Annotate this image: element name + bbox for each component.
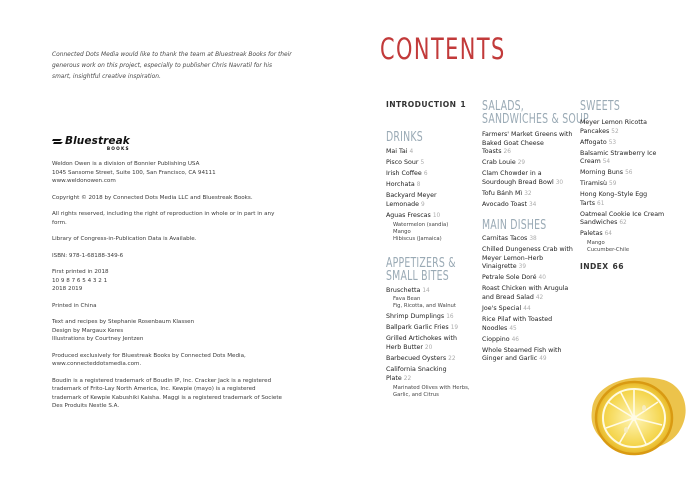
bluestreak-logo — [52, 136, 130, 152]
toc-entry[interactable]: Oatmeal Cookie Ice Cream Sandwiches 62 — [580, 210, 665, 227]
introduction-entry[interactable] — [386, 100, 472, 109]
toc-entry[interactable]: Affogato 53 — [580, 138, 617, 146]
logo-sub: BOOKS — [106, 147, 130, 152]
introduction-page: 1 — [460, 100, 467, 109]
toc-entry[interactable]: Horchata 8 — [386, 180, 421, 188]
lemon-illustration-icon — [584, 370, 694, 458]
toc-entry[interactable]: Pisco Sour 5 — [386, 158, 425, 166]
toc-subentry: Marinated Olives with Herbs, Garlic, and Citrus — [393, 384, 470, 398]
credits-line: Illustrations by Courtney Jentzen — [52, 336, 144, 342]
toc-entry[interactable]: Balsamic Strawberry Ice Cream 54 — [580, 149, 657, 166]
acknowledgement: Connected Dots Media would like to thank the team at Bluestreak Books for their generous work on this project, especially to publisher Chris Navratil for his smart, insightful creative inspiration. — [52, 52, 292, 80]
credits-line: Design by Margaux Keres — [52, 327, 124, 334]
logo-word: Bluestreak — [65, 135, 130, 147]
loc-text: Library of Congress-in-Publication Data is Available. — [52, 236, 197, 242]
toc-entry[interactable]: Meyer Lemon Ricotta Pancakes 52 — [580, 119, 647, 135]
isbn-text: ISBN: 978-1-68188-349-6 — [52, 252, 124, 259]
toc-subentries — [386, 296, 472, 310]
bluestreak-swoosh-icon — [52, 136, 64, 147]
credits-line: Text and recipes by Stephanie Rosenbaum Klassen — [52, 319, 195, 325]
toc-entry[interactable]: California Snacking Plate 22 — [386, 366, 447, 382]
introduction-label: INTRODUCTION — [386, 100, 457, 109]
toc-subentry: Fig, Ricotta, and Walnut — [393, 303, 456, 310]
section-heading-sweets: SWEETS — [580, 99, 620, 114]
toc-entry[interactable]: Ballpark Garlic Fries 19 — [386, 324, 459, 332]
toc-entry[interactable]: Aguas Frescas 10 — [386, 211, 441, 219]
imprint-line: 1045 Sansome Street, Suite 100, San Francisco, CA 94111 — [52, 169, 216, 176]
toc-entry[interactable]: Avocado Toast 34 — [482, 200, 537, 208]
toc-entry[interactable]: Barbecued Oysters 22 — [386, 355, 456, 363]
section-heading-appetizers: APPETIZERS & SMALL BITES — [386, 255, 456, 284]
toc-entry[interactable]: Tiramisù 59 — [580, 180, 617, 188]
toc-entry[interactable]: Cioppino 46 — [482, 335, 519, 343]
rights-text: All rights reserved, including the right of reproduction in whole or in part in any form. — [52, 211, 275, 226]
toc-entry[interactable]: Whole Steamed Fish with Ginger and Garlic 49 — [482, 346, 562, 363]
section-heading-main-dishes: MAIN DISHES — [482, 218, 547, 234]
printing-line: 2018 2019 — [52, 286, 83, 292]
index-label: INDEX — [580, 262, 609, 272]
toc-entry[interactable]: Joe's Special 44 — [482, 305, 531, 313]
toc-subentries — [580, 240, 668, 254]
contents-title: CONTENTS — [380, 32, 506, 66]
toc-entry[interactable]: Shrimp Dumplings 16 — [386, 313, 454, 321]
toc-entry[interactable]: Roast Chicken with Arugula and Bread Salad 42 — [482, 285, 569, 302]
produced-text: Produced exclusively for Bluestreak Books by Connected Dots Media, www.connecteddotsmedia.com. — [52, 352, 246, 367]
section-heading-drinks: DRINKS — [386, 130, 423, 145]
toc-entry[interactable]: Carnitas Tacos 38 — [482, 235, 537, 243]
index-page: 66 — [612, 262, 624, 272]
toc-entry[interactable]: Tofu Bánh Mì 32 — [482, 189, 532, 197]
toc-entry[interactable]: Clam Chowder in a Sourdough Bread Bowl 30 — [482, 170, 564, 186]
toc-entry[interactable]: Farmers' Market Greens with Baked Goat Cheese Toasts 26 — [482, 131, 573, 156]
toc-entry[interactable]: Grilled Artichokes with Herb Butter 20 — [386, 335, 457, 352]
toc-entry[interactable]: Paletas 64 — [580, 230, 612, 238]
contents-column-2 — [482, 99, 589, 366]
printing-line: 10 9 8 7 6 5 4 3 2 1 — [52, 277, 108, 284]
toc-subentry: Mango — [587, 240, 605, 247]
imprint-line: Weldon Owen is a division of Bonnier Publishing USA — [52, 161, 200, 167]
toc-subentries — [386, 385, 472, 399]
toc-entry[interactable]: Petrale Sole Doré 40 — [482, 274, 546, 282]
section-heading-salads: SALADS, SANDWICHES & SOUP — [482, 99, 589, 127]
imprint-line: www.weldonowen.com — [52, 178, 116, 184]
copyright-text: Copyright © 2018 by Connected Dots Media LLC and Bluestreak Books. — [52, 194, 253, 201]
toc-entry[interactable]: Crab Louie 29 — [482, 159, 526, 167]
printed-text: Printed in China — [52, 302, 97, 309]
toc-entry[interactable]: Hong Kong–Style Egg Tarts 61 — [580, 191, 648, 207]
toc-subentry: Hibiscus (Jamaica) — [393, 235, 442, 242]
copyright-block — [52, 160, 282, 411]
toc-entry[interactable]: Morning Buns 56 — [580, 169, 633, 177]
contents-column-3 — [580, 100, 668, 271]
toc-entry[interactable]: Rice Pilaf with Toasted Noodles 45 — [482, 316, 553, 332]
toc-subentry: Cucumber-Chile — [587, 247, 630, 254]
toc-entry[interactable]: Irish Coffee 6 — [386, 169, 428, 177]
toc-subentry: Mango — [393, 228, 411, 235]
contents-column-1 — [386, 100, 472, 402]
right-page — [350, 0, 700, 490]
toc-subentry: Watermelon (sandía) — [393, 221, 449, 228]
toc-entry[interactable]: Mai Tai 4 — [386, 148, 414, 155]
toc-subentries — [386, 222, 472, 243]
toc-entry[interactable]: Chilled Dungeness Crab with Meyer Lemon–Herb Vinaigrette 39 — [482, 246, 573, 271]
printing-line: First printed in 2018 — [52, 269, 109, 275]
toc-entry[interactable]: Backyard Meyer Lemonade 9 — [386, 191, 437, 208]
index-entry[interactable] — [580, 262, 668, 271]
toc-subentry: Fava Bean — [393, 296, 421, 303]
trademark-text: Boudin is a registered trademark of Boudin IP, Inc. Cracker Jack is a registered trademark of Frito-Lay North America, Inc. Kewpie (mayo) is a registered trademark of Kewpie Kabushiki Kaisha. Maggi is a registered trademark of Societe Des Produits Nestle S.A. — [52, 377, 282, 409]
toc-entry[interactable]: Bruschetta 14 — [386, 286, 430, 294]
